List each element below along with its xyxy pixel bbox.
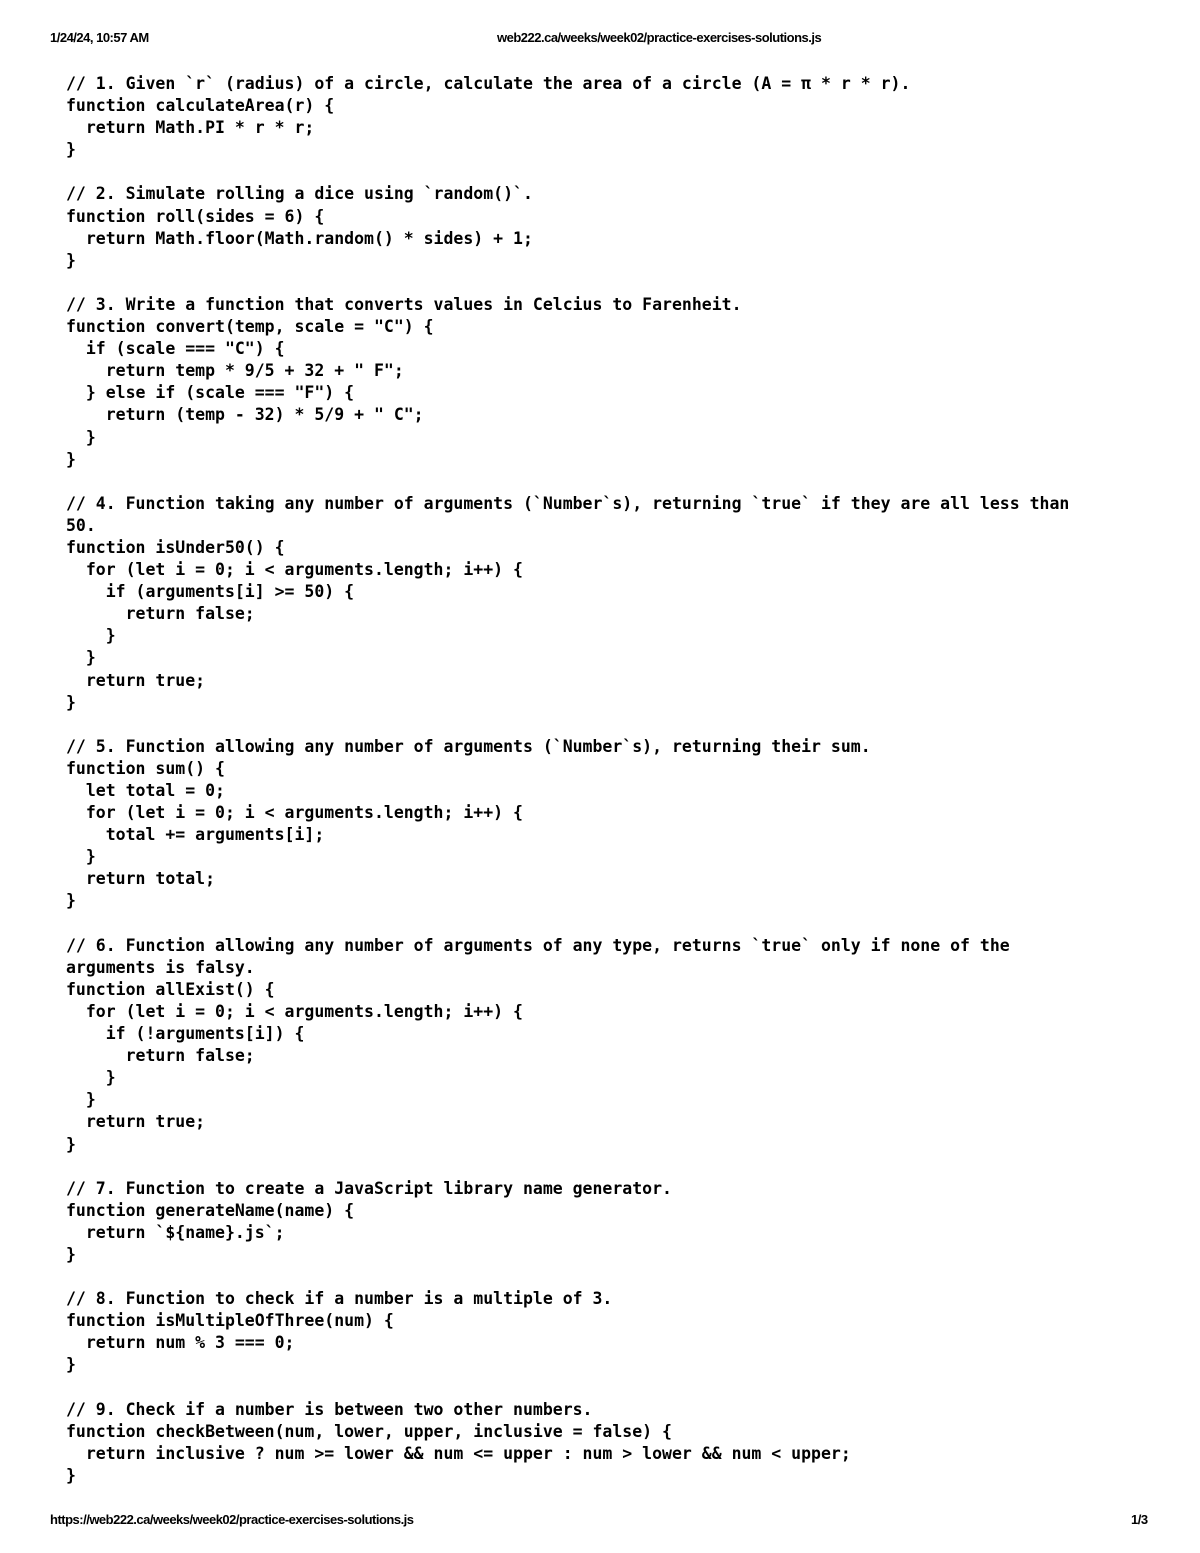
code-line: for (let i = 0; i < arguments.length; i++) {: [66, 560, 523, 580]
code-line: // 3. Write a function that converts values in Celcius to Farenheit.: [66, 294, 742, 314]
code-line: } else if (scale === "F") {: [66, 383, 355, 403]
code-line: }: [66, 449, 76, 469]
code-line: function roll(sides = 6) {: [66, 206, 325, 226]
code-line: }: [66, 140, 76, 160]
code-line: function allExist() {: [66, 979, 275, 999]
code-line: arguments is falsy.: [66, 957, 255, 977]
code-line: // 6. Function allowing any number of arguments of any type, returns `true` only if none of the: [66, 935, 1010, 955]
code-line: }: [66, 648, 96, 668]
code-line: function isMultipleOfThree(num) {: [66, 1311, 394, 1331]
code-line: [66, 1156, 1166, 1178]
page-number: 1/3: [1131, 1512, 1148, 1527]
code-line: function generateName(name) {: [66, 1200, 355, 1220]
code-line: }: [66, 1465, 76, 1485]
code-line: }: [66, 1090, 96, 1110]
code-line: function isUnder50() {: [66, 537, 285, 557]
code-line: [66, 913, 1166, 935]
footer-url: https://web222.ca/weeks/week02/practice-exercises-solutions.js: [50, 1512, 414, 1527]
code-line: }: [66, 692, 76, 712]
code-line: }: [66, 427, 96, 447]
code-line: [66, 1266, 1166, 1288]
code-line: // 2. Simulate rolling a dice using `random()`.: [66, 184, 533, 204]
code-line: for (let i = 0; i < arguments.length; i++) {: [66, 803, 523, 823]
code-block: [66, 73, 1166, 1487]
code-line: [66, 161, 1166, 183]
code-line: return inclusive ? num >= lower && num <= upper : num > lower && num < upper;: [66, 1443, 851, 1463]
code-line: }: [66, 250, 76, 270]
code-line: return total;: [66, 869, 216, 889]
code-line: let total = 0;: [66, 781, 225, 800]
code-line: for (let i = 0; i < arguments.length; i++) {: [66, 1001, 523, 1021]
code-line: 50.: [66, 515, 96, 535]
code-line: // 4. Function taking any number of arguments (`Number`s), returning `true` if they are all less than: [66, 493, 1070, 513]
code-line: }: [66, 1244, 76, 1264]
code-line: function checkBetween(num, lower, upper, inclusive = false) {: [66, 1421, 672, 1441]
code-line: [66, 471, 1166, 493]
code-line: }: [66, 1134, 76, 1154]
code-line: if (arguments[i] >= 50) {: [66, 582, 355, 602]
code-line: // 9. Check if a number is between two other numbers.: [66, 1399, 593, 1419]
code-line: // 7. Function to create a JavaScript library name generator.: [66, 1178, 672, 1198]
code-line: // 5. Function allowing any number of arguments (`Number`s), returning their sum.: [66, 736, 871, 756]
code-line: return false;: [66, 1046, 255, 1066]
code-line: function sum() {: [66, 758, 225, 778]
code-line: if (!arguments[i]) {: [66, 1024, 305, 1044]
code-line: }: [66, 891, 76, 911]
code-line: return Math.PI * r * r;: [66, 118, 315, 138]
code-line: return (temp - 32) * 5/9 + " C";: [66, 405, 424, 425]
code-line: }: [66, 847, 96, 867]
code-line: [66, 272, 1166, 294]
code-line: // 8. Function to check if a number is a multiple of 3.: [66, 1289, 613, 1309]
print-date: 1/24/24, 10:57 AM: [50, 30, 149, 45]
code-line: // 1. Given `r` (radius) of a circle, calculate the area of a circle (A = π * r * r).: [66, 74, 911, 93]
code-line: total += arguments[i];: [66, 825, 325, 845]
code-line: [66, 1377, 1166, 1399]
code-line: return `${name}.js`;: [66, 1222, 285, 1242]
code-line: }: [66, 1355, 76, 1375]
code-line: return temp * 9/5 + 32 + " F";: [66, 361, 404, 381]
code-line: }: [66, 1068, 116, 1088]
code-line: return num % 3 === 0;: [66, 1333, 295, 1353]
code-line: function calculateArea(r) {: [66, 96, 335, 116]
code-line: return true;: [66, 670, 206, 690]
code-line: return true;: [66, 1112, 206, 1132]
code-line: return Math.floor(Math.random() * sides) + 1;: [66, 228, 533, 248]
code-line: [66, 714, 1166, 736]
page-title: web222.ca/weeks/week02/practice-exercises-solutions.js: [497, 30, 822, 45]
code-line: if (scale === "C") {: [66, 339, 285, 359]
code-line: }: [66, 626, 116, 646]
code-line: function convert(temp, scale = "C") {: [66, 317, 434, 337]
code-line: return false;: [66, 604, 255, 624]
